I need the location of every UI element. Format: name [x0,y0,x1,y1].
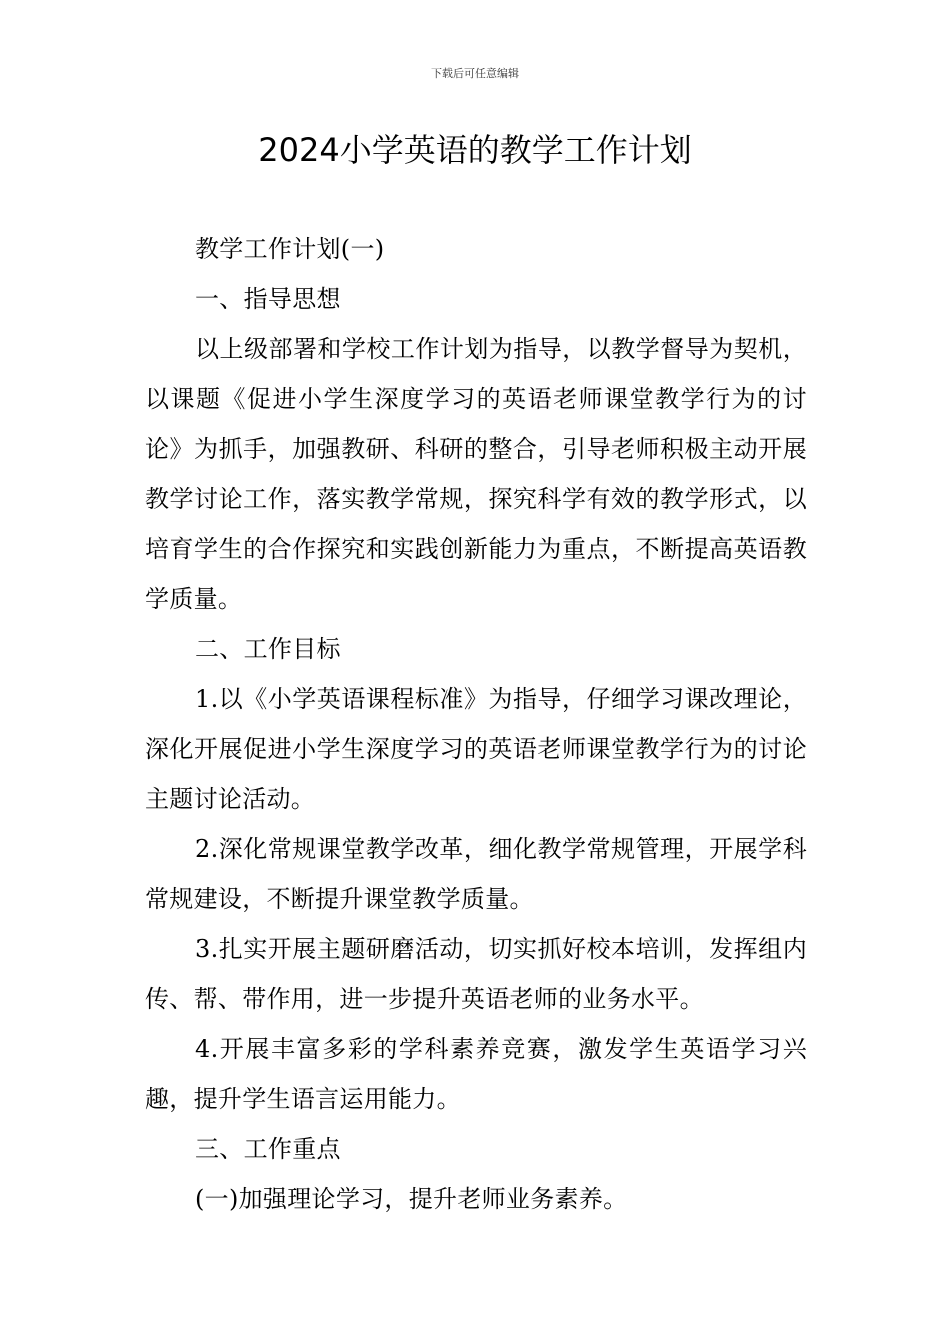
plan-heading: 教学工作计划(一) [195,235,385,263]
section-heading-work-goals: 二、工作目标 [195,635,341,663]
goal-item-1: 1.以《小学英语课程标准》为指导，仔细学习课改理论，深化开展促进小学生深度学习的英语老师课堂教学行为的讨论主题讨论活动。 [145,685,807,813]
focus-item-1: (一)加强理论学习，提升老师业务素养。 [195,1185,628,1213]
document-title: 2024小学英语的教学工作计划 [258,131,692,169]
document-body [145,224,807,1224]
paragraph-guiding-ideology: 以上级部署和学校工作计划为指导，以教学督导为契机，以课题《促进小学生深度学习的英语老师课堂教学行为的讨论》为抓手，加强教研、科研的整合，引导老师积极主动开展教学讨论工作，落实教学常规，探究科学有效的教学形式，以培育学生的合作探究和实践创新能力为重点，不断提高英语教学质量。 [145,335,807,613]
goal-item-4: 4.开展丰富多彩的学科素养竞赛，激发学生英语学习兴趣，提升学生语言运用能力。 [145,1035,807,1113]
goal-item-2: 2.深化常规课堂教学改革，细化教学常规管理，开展学科常规建设，不断提升课堂教学质量。 [145,835,807,913]
goal-item-3: 3.扎实开展主题研磨活动，切实抓好校本培训，发挥组内传、帮、带作用，进一步提升英语老师的业务水平。 [145,935,807,1013]
section-heading-guiding-ideology: 一、指导思想 [195,285,341,313]
section-heading-work-focus: 三、工作重点 [195,1135,341,1163]
header-note: 下载后可任意编辑 [431,67,519,80]
